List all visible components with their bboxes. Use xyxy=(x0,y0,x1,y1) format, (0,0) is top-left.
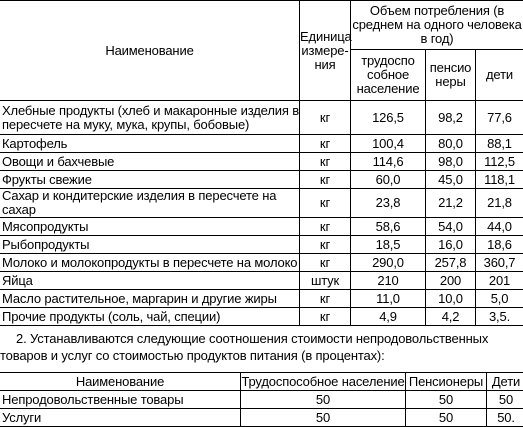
table-row xyxy=(0,101,523,135)
unit-cell: кг xyxy=(300,189,351,218)
working-value: 11,0 xyxy=(351,290,426,308)
header-working: трудоспо собное население xyxy=(351,50,426,101)
unit-cell: кг xyxy=(300,236,351,254)
ratio-header-pensioners: Пенсионеры xyxy=(406,373,487,391)
product-name: Хлебные продукты (хлеб и макаронные изделия в пересчете на муку, мука, крупы, бобовые) xyxy=(0,101,300,135)
ratio-children-value: 50. xyxy=(487,409,523,427)
product-name: Сахар и кондитерские изделия в пересчете на сахар xyxy=(0,189,300,218)
children-value: 5,0 xyxy=(476,290,523,308)
header-children: дети xyxy=(476,50,523,101)
children-value: 18,6 xyxy=(476,236,523,254)
header-consumption-group: Объем потребления (в среднем на одного человека в год) xyxy=(351,1,523,50)
children-value: 118,1 xyxy=(476,171,523,189)
table-row xyxy=(0,409,523,427)
unit-cell: кг xyxy=(300,254,351,272)
working-value: 290,0 xyxy=(351,254,426,272)
header-unit: Единица измере-ния xyxy=(300,1,351,101)
pensioners-value: 98,0 xyxy=(426,153,476,171)
paragraph-indent xyxy=(0,331,16,346)
paragraph-text xyxy=(0,330,523,364)
children-value: 3,5. xyxy=(476,308,523,326)
table-row xyxy=(0,391,523,409)
ratio-pensioners-value: 50 xyxy=(406,391,487,409)
children-value: 201 xyxy=(476,272,523,290)
working-value: 114,6 xyxy=(351,153,426,171)
product-name: Прочие продукты (соль, чай, специи) xyxy=(0,308,300,326)
ratio-name: Услуги xyxy=(0,409,241,427)
product-name: Масло растительное, маргарин и другие жиры xyxy=(0,290,300,308)
children-value: 77,6 xyxy=(476,101,523,135)
table-row xyxy=(0,135,523,153)
table-row xyxy=(0,171,523,189)
unit-cell: кг xyxy=(300,171,351,189)
consumption-table-body xyxy=(0,101,523,326)
product-name: Мясопродукты xyxy=(0,218,300,236)
unit-cell: кг xyxy=(300,218,351,236)
header-pensioners: пенсио неры xyxy=(426,50,476,101)
ratio-header-working: Трудоспособное население xyxy=(241,374,405,389)
product-name: Молоко и молокопродукты в пересчете на молоко xyxy=(0,254,300,272)
working-value: 18,5 xyxy=(351,236,426,254)
pensioners-value: 257,8 xyxy=(426,254,476,272)
working-value: 210 xyxy=(351,272,426,290)
product-name: Фрукты свежие xyxy=(0,171,300,189)
unit-cell: кг xyxy=(300,308,351,326)
table-row xyxy=(0,308,523,326)
unit-cell: штук xyxy=(300,272,351,290)
unit-cell: кг xyxy=(300,135,351,153)
table-row xyxy=(0,189,523,218)
ratio-header-children: Дети xyxy=(487,373,523,391)
children-value: 360,7 xyxy=(476,254,523,272)
product-name: Яйца xyxy=(0,272,300,290)
pensioners-value: 45,0 xyxy=(426,171,476,189)
ratio-table-body xyxy=(0,391,523,427)
working-value: 100,4 xyxy=(351,135,426,153)
pensioners-value: 21,2 xyxy=(426,189,476,218)
ratio-header-name: Наименование xyxy=(0,373,241,391)
pensioners-value: 80,0 xyxy=(426,135,476,153)
ratio-children-value: 50 xyxy=(487,391,523,409)
working-value: 58,6 xyxy=(351,218,426,236)
table-row xyxy=(0,272,523,290)
working-value: 60,0 xyxy=(351,171,426,189)
working-value: 23,8 xyxy=(351,189,426,218)
pensioners-value: 10,0 xyxy=(426,290,476,308)
ratio-working-value: 50 xyxy=(241,391,406,409)
product-name: Картофель xyxy=(0,135,300,153)
ratio-working-value: 50 xyxy=(241,409,406,427)
product-name: Рыбопродукты xyxy=(0,236,300,254)
unit-cell: кг xyxy=(300,290,351,308)
ratio-table xyxy=(0,372,523,427)
table-row xyxy=(0,153,523,171)
ratio-name: Непродовольственные товары xyxy=(0,391,241,409)
pensioners-value: 54,0 xyxy=(426,218,476,236)
product-name: Овощи и бахчевые xyxy=(0,153,300,171)
children-value: 88,1 xyxy=(476,135,523,153)
table-row xyxy=(0,218,523,236)
pensioners-value: 4,2 xyxy=(426,308,476,326)
children-value: 112,5 xyxy=(476,153,523,171)
pensioners-value: 200 xyxy=(426,272,476,290)
table-row xyxy=(0,236,523,254)
working-value: 126,5 xyxy=(351,101,426,135)
table-row xyxy=(0,254,523,272)
paragraph-content: 2. Устанавливаются следующие соотношения стоимости непродовольственных товаров и услуг со стоимостью продуктов питания (в процентах): xyxy=(0,331,489,363)
ratio-pensioners-value: 50 xyxy=(406,409,487,427)
children-value: 44,0 xyxy=(476,218,523,236)
pensioners-value: 98,2 xyxy=(426,101,476,135)
table-row xyxy=(0,290,523,308)
children-value: 21,8 xyxy=(476,189,523,218)
pensioners-value: 16,0 xyxy=(426,236,476,254)
working-value: 4,9 xyxy=(351,308,426,326)
unit-cell: кг xyxy=(300,153,351,171)
unit-cell: кг xyxy=(300,101,351,135)
header-name: Наименование xyxy=(0,1,300,101)
